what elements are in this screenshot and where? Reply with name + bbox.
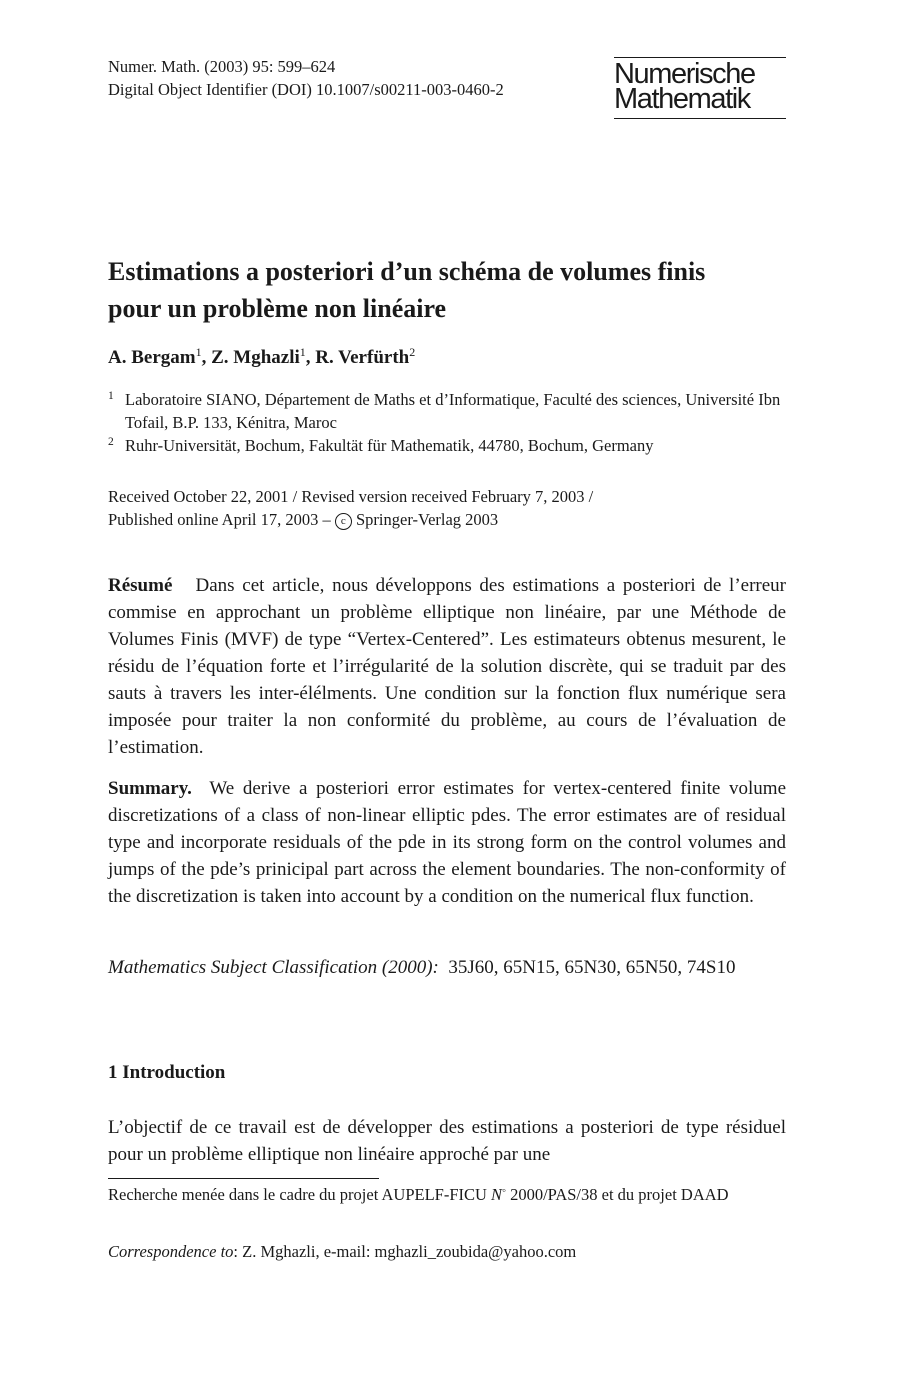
funding-text: Recherche menée dans le cadre du projet AUPELF-FICU <box>108 1185 492 1204</box>
resume-text: Dans cet article, nous développons des estimations a posteriori de l’erreur commise en approchant un problème elliptique non linéaire, par une Méthode de Volumes Finis (MVF) de type “Vertex-Centered”. Les estimateurs obtenus mesurent, le résidu de l’équation forte et l’irrégularité de la solution discrète, qui se traduit par des sauts à travers les inter-élélments. Une condition sur la fonction flux numérique sera imposée pour traiter la non conformité du problème, au cours de l’évaluation de l’estimation. <box>108 575 786 758</box>
journal-logo-line: Mathematik <box>614 83 750 115</box>
citation-block <box>108 55 504 101</box>
title-line: Estimations a posteriori d’un schéma de volumes finis <box>108 257 706 286</box>
received-line: Received October 22, 2001 / Revised version received February 7, 2003 / <box>108 487 594 506</box>
author-name: R. Verfürth <box>315 347 410 368</box>
title-line: pour un problème non linéaire <box>108 294 447 323</box>
correspondence-label: Correspondence to <box>108 1242 234 1261</box>
correspondence-footnote <box>108 1240 786 1263</box>
summary-label: Summary. <box>108 778 192 799</box>
journal-logo-line: Numerische <box>614 58 755 90</box>
resume-abstract <box>108 572 786 761</box>
publication-dates <box>108 485 593 531</box>
affiliation-text: Ruhr-Universität, Bochum, Fakultät für Mathematik, 44780, Bochum, Germany <box>125 436 654 455</box>
author-list <box>108 345 415 371</box>
summary-text: We derive a posteriori error estimates for vertex-centered finite volume discretizations of a class of non-linear elliptic pdes. The error estimates are of residual type and incorporate residuals of the pde in its strong form on the control volumes and jumps of the pde’s prinicipal part across the element boundaries. The non-conformity of the discretization is taken into account by a condition on the numerical flux function. <box>108 778 787 907</box>
footnote-divider <box>108 1178 379 1179</box>
degree-symbol: ◦ <box>502 1185 506 1197</box>
affiliation-number: 1 <box>108 390 114 402</box>
funding-footnote <box>108 1183 786 1206</box>
affiliation-number: 2 <box>108 436 114 448</box>
author-affiliation-mark: 1 <box>195 345 202 359</box>
msc-codes: 35J60, 65N15, 65N30, 65N50, 74S10 <box>448 957 736 978</box>
copyright-icon: c <box>335 513 352 530</box>
affiliation <box>108 434 786 457</box>
doi-line: Digital Object Identifier (DOI) 10.1007/s00211-003-0460-2 <box>108 80 504 99</box>
published-text: Published online April 17, 2003 – <box>108 510 335 529</box>
affiliation <box>108 388 786 434</box>
paper-title <box>108 253 786 327</box>
msc-label: Mathematics Subject Classification (2000): <box>108 957 439 978</box>
funding-text-end: 2000/PAS/38 et du projet DAAD <box>505 1185 729 1204</box>
subject-classification <box>108 954 786 981</box>
page-header <box>108 55 786 135</box>
journal-logo <box>614 57 786 119</box>
author-separator: , <box>201 347 212 368</box>
publisher-text: Springer-Verlag 2003 <box>351 510 499 529</box>
citation-line: Numer. Math. (2003) 95: 599–624 <box>108 57 336 76</box>
author-affiliation-mark: 1 <box>299 345 306 359</box>
author-name: A. Bergam <box>108 347 196 368</box>
introduction-paragraph: L’objectif de ce travail est de développer des estimations a posteriori de type résiduel pour un problème elliptique non linéaire approché par une <box>108 1117 786 1165</box>
published-line <box>108 508 593 531</box>
author-name: Z. Mghazli <box>211 347 300 368</box>
author-affiliation-mark: 2 <box>409 345 416 359</box>
correspondence-text: : Z. Mghazli, e-mail: mghazli_zoubida@yahoo.com <box>233 1242 577 1261</box>
summary-abstract <box>108 775 786 910</box>
affiliation-text: Laboratoire SIANO, Département de Maths et d’Informatique, Faculté des sciences, Université Ibn Tofail, B.P. 133, Kénitra, Maroc <box>125 390 781 432</box>
section-heading: 1 Introduction <box>108 1062 226 1083</box>
author-separator: , <box>305 347 316 368</box>
funding-number-symbol: N <box>491 1185 503 1204</box>
resume-label: Résumé <box>108 575 173 596</box>
affiliation-list <box>108 388 786 457</box>
